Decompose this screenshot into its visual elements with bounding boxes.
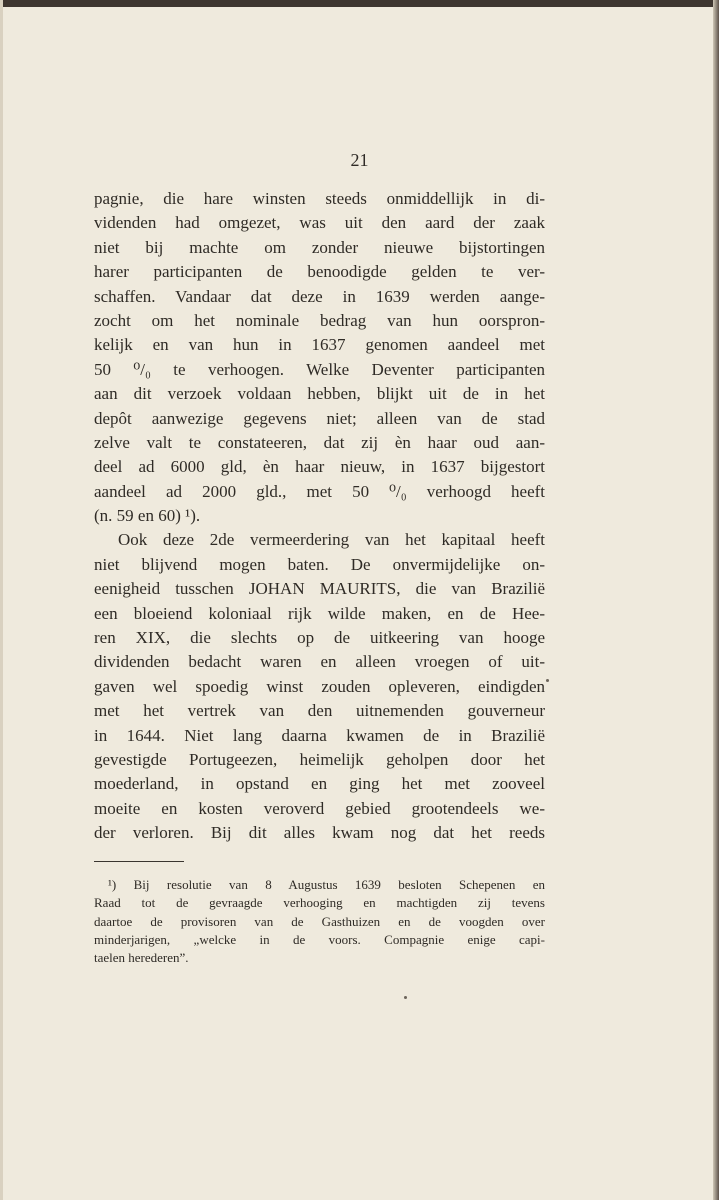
paper-speck xyxy=(404,996,407,999)
footnote-line: daartoe de provisoren van de Gasthuizen en de voogden over xyxy=(94,913,545,929)
scan-border-left xyxy=(0,0,3,1200)
body-line: zelve valt te constateeren, dat zij èn haar oud aan- xyxy=(94,432,545,452)
body-line: dividenden bedacht waren en alleen vroegen of uit- xyxy=(94,652,545,672)
body-line: depôt aanwezige gegevens niet; alleen van de stad xyxy=(94,408,545,428)
body-line: niet blijvend mogen baten. De onvermijdelijke on- xyxy=(94,554,545,574)
body-line: met het vertrek van den uitnemenden gouverneur xyxy=(94,701,545,721)
page-number: 21 xyxy=(350,150,369,170)
body-line: gevestigde Portugeezen, heimelijk geholpen door het xyxy=(94,749,545,769)
body-line: pagnie, die hare winsten steeds onmiddellijk in di- xyxy=(94,189,545,208)
body-line: aandeel ad 2000 gld., met 50 ⁰/₀ verhoogd heeft xyxy=(94,481,545,501)
footnote-line: ¹) Bij resolutie van 8 Augustus 1639 besloten Schepenen en xyxy=(108,877,545,892)
body-line: harer participanten de benoodigde gelden te ver- xyxy=(94,262,545,282)
footnote-line: Raad tot de gevraagde verhooging en machtigden zij tevens xyxy=(94,895,545,911)
body-line: gaven wel spoedig winst zouden opleveren, eindigden xyxy=(94,676,545,696)
body-line: kelijk en van hun in 1637 genomen aandeel met xyxy=(94,335,545,355)
body-line: (n. 59 en 60) ¹). xyxy=(94,506,201,526)
body-line: zocht om het nominale bedrag van hun oorspron- xyxy=(94,310,545,330)
body-line: aan dit verzoek voldaan hebben, blijkt uit de in het xyxy=(94,384,545,404)
body-text xyxy=(94,187,545,846)
body-line: eenigheid tusschen JOHAN MAURITS, die van Brazilië xyxy=(94,579,545,599)
footnote-line: taelen herederen”. xyxy=(94,950,189,966)
body-line: moederland, in opstand en ging het met zooveel xyxy=(94,774,545,794)
body-line: deel ad 6000 gld, èn haar nieuw, in 1637 bijgestort xyxy=(94,457,545,477)
body-line: ren XIX, die slechts op de uitkeering van hooge xyxy=(94,628,545,648)
body-line: in 1644. Niet lang daarna kwamen de in Brazilië xyxy=(94,725,545,745)
footnote xyxy=(94,876,545,967)
body-line: 50 ⁰/₀ te verhoogen. Welke Deventer participanten xyxy=(94,359,545,379)
scan-border-top xyxy=(0,0,719,7)
body-line: der verloren. Bij dit alles kwam nog dat het reeds xyxy=(94,823,545,843)
body-line: videnden had omgezet, was uit den aard der zaak xyxy=(94,213,545,233)
footnote-separator xyxy=(94,861,184,862)
scan-border-right xyxy=(713,0,719,1200)
body-line: moeite en kosten veroverd gebied grootendeels we- xyxy=(94,798,545,818)
body-line: niet bij machte om zonder nieuwe bijstortingen xyxy=(94,237,545,257)
footnote-line: minderjarigen, „welcke in de voors. Compagnie enige capi- xyxy=(94,931,545,947)
paper-speck xyxy=(546,679,549,682)
body-line: een bloeiend koloniaal rijk wilde maken, en de Hee- xyxy=(94,603,545,623)
body-line: Ook deze 2de vermeerdering van het kapitaal heeft xyxy=(118,530,545,550)
body-line: schaffen. Vandaar dat deze in 1639 werden aange- xyxy=(94,286,545,306)
